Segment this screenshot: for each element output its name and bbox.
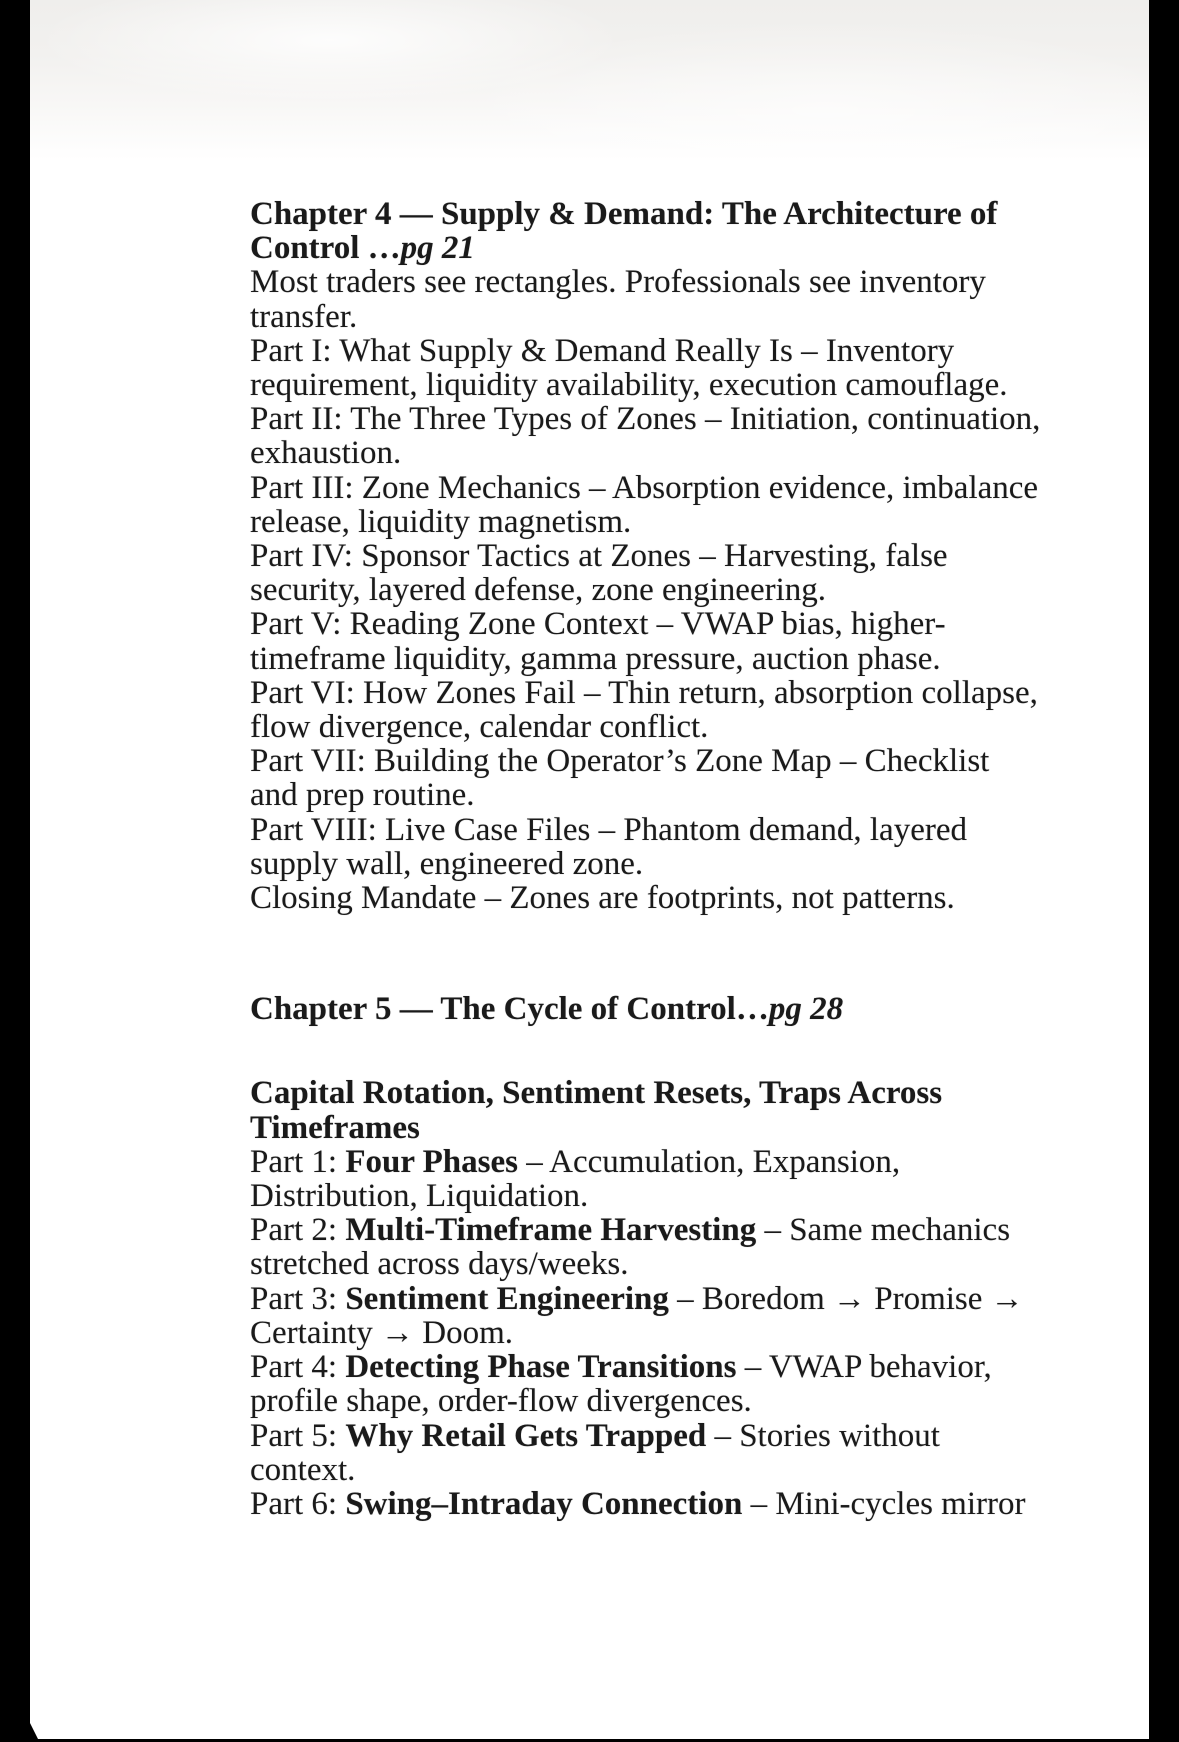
text-segment: Certainty → Doom. [250,1314,514,1351]
text-line [250,744,1140,778]
chapter-5-heading [250,992,1140,1026]
text-segment: release, liquidity magnetism. [250,503,632,540]
emphasis-text: Chapter 5 — The Cycle of Control [250,991,736,1028]
text-segment: Part 6: [250,1485,346,1522]
text-segment: Distribution, Liquidation. [250,1178,589,1215]
photo-black-edge-left [0,0,30,1742]
photo-black-edge-right [1149,0,1179,1742]
emphasis-text: Four Phases [345,1143,518,1180]
text-line [250,265,1140,299]
text-line [250,436,1140,470]
emphasis-text: … [735,991,769,1028]
emphasis-text: Multi-Timeframe Harvesting [345,1212,757,1249]
text-segment: Part VII: Building the Operator’s Zone Map – Checklist [250,743,990,780]
text-line [250,881,1140,915]
emphasis-text: … [367,230,401,267]
text-segment: Part III: Zone Mechanics – Absorption evidence, imbalance [250,469,1039,506]
text-line [250,1179,1140,1213]
table-of-contents [250,197,1140,1521]
emphasis-text: Control [250,230,368,267]
text-segment: Part V: Reading Zone Context – VWAP bias, higher- [250,606,946,643]
text-segment: Part 2: [250,1212,346,1249]
emphasis-text: Capital Rotation, Sentiment Resets, Traps Across [250,1075,943,1112]
text-line [250,1247,1140,1281]
text-segment: flow divergence, calendar conflict. [250,709,709,746]
emphasis-text: Timeframes [250,1109,420,1146]
text-line [250,300,1140,334]
text-line [250,402,1140,436]
text-segment: Part VIII: Live Case Files – Phantom demand, layered [250,811,967,848]
text-segment: – Accumulation, Expansion, [517,1143,901,1180]
text-segment: Part I: What Supply & Demand Really Is – Inventory [250,332,955,369]
text-segment: Part IV: Sponsor Tactics at Zones – Harvesting, false [250,538,948,575]
emphasis-text: pg 28 [768,991,844,1028]
text-segment: – Boredom → Promise → [668,1280,1024,1317]
text-segment: Part VI: How Zones Fail – Thin return, absorption collapse, [250,674,1038,711]
text-segment: stretched across days/weeks. [250,1246,629,1283]
text-line [250,1282,1140,1316]
text-segment: Part 5: [250,1417,346,1454]
text-segment: context. [250,1451,356,1488]
text-line [250,471,1140,505]
text-line [250,505,1140,539]
chapter-5-body [250,1076,1140,1521]
emphasis-text: Chapter 4 — Supply & Demand: The Architecture of [250,196,998,232]
text-segment: profile shape, order-flow divergences. [250,1383,752,1420]
text-segment: – Stories without [706,1417,940,1454]
text-segment: transfer. [250,298,358,335]
chapter-4-section [250,197,1140,915]
text-segment: – Mini-cycles mirror [742,1485,1026,1522]
emphasis-text: Why Retail Gets Trapped [345,1417,707,1454]
text-line [250,992,1140,1026]
text-segment: Part II: The Three Types of Zones – Initiation, continuation, [250,401,1041,438]
text-line [250,642,1140,676]
text-line [250,1350,1140,1384]
text-segment: Most traders see rectangles. Professionals see inventory [250,264,986,301]
text-segment: timeframe liquidity, gamma pressure, auction phase. [250,640,941,677]
text-line [250,1076,1140,1110]
text-segment: requirement, liquidity availability, execution camouflage. [250,367,1008,404]
text-segment: and prep routine. [250,777,475,814]
text-line [250,778,1140,812]
text-segment: Part 4: [250,1349,346,1386]
text-line [250,1111,1140,1145]
text-segment: Part 1: [250,1143,346,1180]
text-segment: supply wall, engineered zone. [250,845,644,882]
text-line [250,1487,1140,1521]
text-line [250,1384,1140,1418]
text-line [250,368,1140,402]
emphasis-text: pg 21 [400,230,475,267]
text-segment: exhaustion. [250,435,402,472]
text-line [250,1316,1140,1350]
emphasis-text: Swing–Intraday Connection [345,1485,743,1522]
text-line [250,573,1140,607]
text-line [250,1453,1140,1487]
text-segment: security, layered defense, zone engineering. [250,572,827,609]
text-line [250,197,1140,231]
text-line [250,847,1140,881]
text-segment: Closing Mandate – Zones are footprints, not patterns. [250,880,955,917]
text-line [250,231,1140,265]
text-line [250,676,1140,710]
text-line [250,334,1140,368]
text-line [250,1145,1140,1179]
text-line [250,539,1140,573]
emphasis-text: Sentiment Engineering [345,1280,669,1317]
emphasis-text: Detecting Phase Transitions [345,1349,737,1386]
text-segment: – VWAP behavior, [736,1349,992,1386]
text-line [250,710,1140,744]
text-line [250,1419,1140,1453]
text-line [250,607,1140,641]
text-line [250,1213,1140,1247]
text-segment: – Same mechanics [756,1212,1011,1249]
text-segment: Part 3: [250,1280,346,1317]
text-line [250,813,1140,847]
